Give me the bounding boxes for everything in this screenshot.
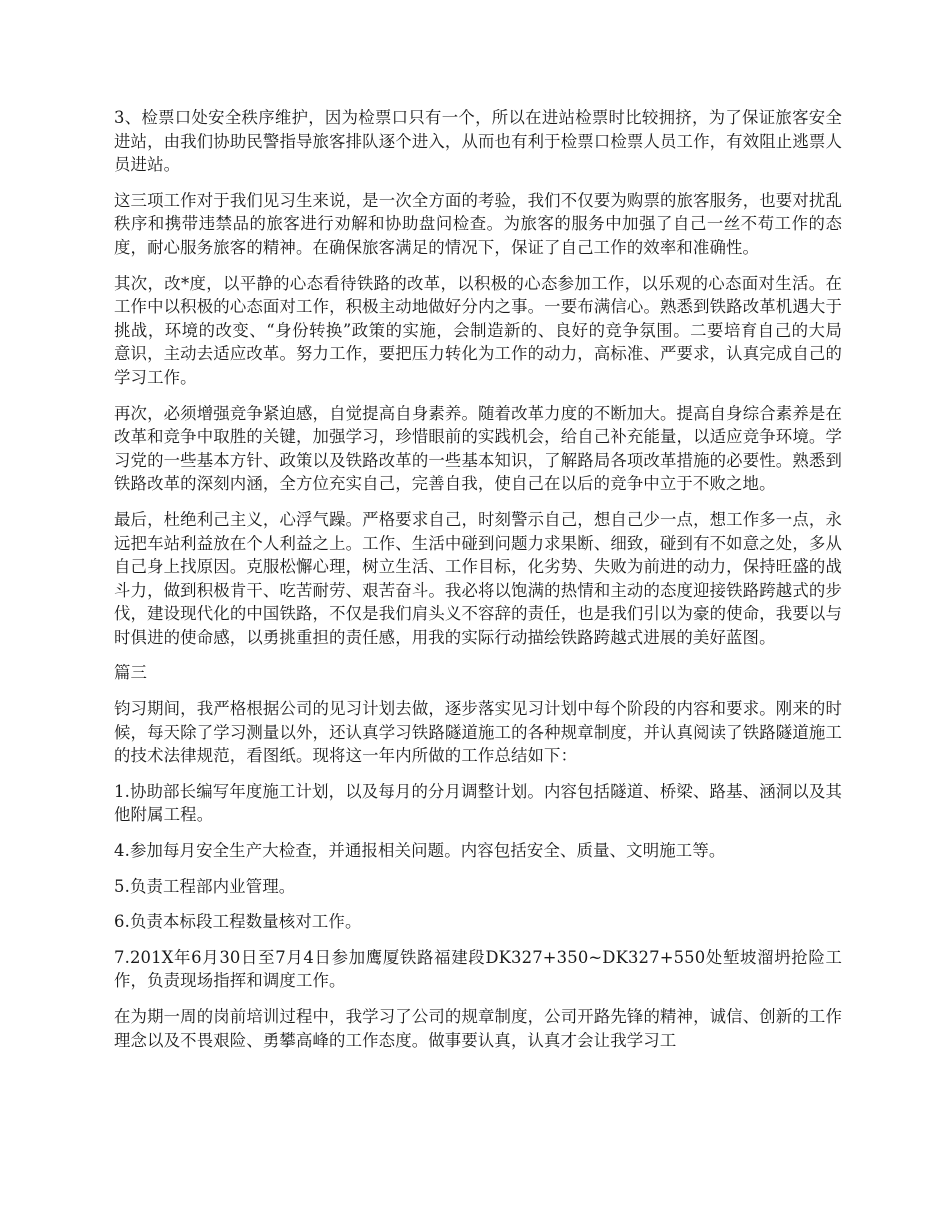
paragraph-training: 在为期一周的岗前培训过程中，我学习了公司的规章制度，公司开路先锋的精神，诚信、创新的工作理念以及不畏艰险、勇攀高峰的工作态度。做事要认真，认真才会让我学习工 <box>114 1007 842 1050</box>
list-item-1: 1.协助部长编写年度施工计划，以及每月的分月调整计划。内容包括隧道、桥梁、路基、涵洞以及其他附属工程。 <box>114 781 842 825</box>
paragraph-second: 其次，改*度，以平静的心态看待铁路的改革，以积极的心态参加工作，以乐观的心态面对生活。在工作中以积极的心态面对工作，积极主动地做好分内之事。一要布满信心。熟悉到铁路改革机遇大于挑战，环境的改变、“身份转换”政策的实施，会制造新的、良好的竞争氛围。二要培育自己的大局意识，主动去适应改革。努力工作，要把压力转化为工作的动力，高标准、严要求，认真完成自己的学习工作。 <box>114 273 842 387</box>
section-heading-part-three: 篇三 <box>114 663 148 683</box>
paragraph-three-tasks: 这三项工作对于我们见习生来说，是一次全方面的考验，我们不仅要为购票的旅客服务，也要对扰乱秩序和携带违禁品的旅客进行劝解和协助盘问检查。为旅客的服务中加强了自己一丝不苟工作的态度，耐心服务旅客的精神。在确保旅客满足的情况下，保证了自己工作的效率和准确性。 <box>114 190 842 257</box>
paragraph-finally: 最后，杜绝利己主义，心浮气躁。严格要求自己，时刻警示自己，想自己少一点，想工作多一点，永远把车站利益放在个人利益之上。工作、生活中碰到问题力求果断、细致，碰到有不如意之处，多从自己身上找原因。克服松懈心理，树立生活、工作目标，化劣势、失败为前进的动力，保持旺盛的战斗力，做到积极肯干、吃苦耐劳、艰苦奋斗。我必将以饱满的热情和主动的态度迎接铁路跨越式的步伐，建设现代化的中国铁路，不仅是我们肩头义不容辞的责任，也是我们引以为豪的使命，我要以与时俱进的使命感，以勇挑重担的责任感，用我的实际行动描绘铁路跨越式进展的美好蓝图。 <box>114 509 842 647</box>
list-item-6: 6.负责本标段工程数量核对工作。 <box>114 912 362 932</box>
list-item-4: 4.参加每月安全生产大检查，并通报相关问题。内容包括安全、质量、文明施工等。 <box>114 841 726 861</box>
list-item-5: 5.负责工程部内业管理。 <box>114 876 296 896</box>
paragraph-ticket-gate: 3、检票口处安全秩序维护，因为检票口只有一个，所以在进站检票时比较拥挤，为了保证旅客安全进站，由我们协助民警指导旅客排队逐个进入，从而也有利于检票口检票人员工作，有效阻止逃票人员进站。 <box>114 108 842 175</box>
list-item-7: 7.201X年6月30日至7月4日参加鹰厦铁路福建段DK327+350~DK327+550处堑坡溜坍抢险工作，负责现场指挥和调度工作。 <box>114 947 842 991</box>
document-body <box>114 106 842 1064</box>
paragraph-third: 再次，必须增强竞争紧迫感，自觉提高自身素养。随着改革力度的不断加大。提高自身综合素养是在改革和竞争中取胜的关键，加强学习，珍惜眼前的实践机会，给自己补充能量，以适应竞争环境。学习党的一些基本方针、政策以及铁路改革的一些基本知识，了解路局各项改革措施的必要性。熟悉到铁路改革的深刻内涵，全方位充实自己，完善自我，使自己在以后的竞争中立于不败之地。 <box>114 403 842 494</box>
paragraph-internship-intro: 钧习期间，我严格根据公司的见习计划去做，逐步落实见习计划中每个阶段的内容和要求。刚来的时候，每天除了学习测量以外，还认真学习铁路隧道施工的各种规章制度，并认真阅读了铁路隧道施工的技术法律规范，看图纸。现将这一年内所做的工作总结如下： <box>114 699 842 766</box>
